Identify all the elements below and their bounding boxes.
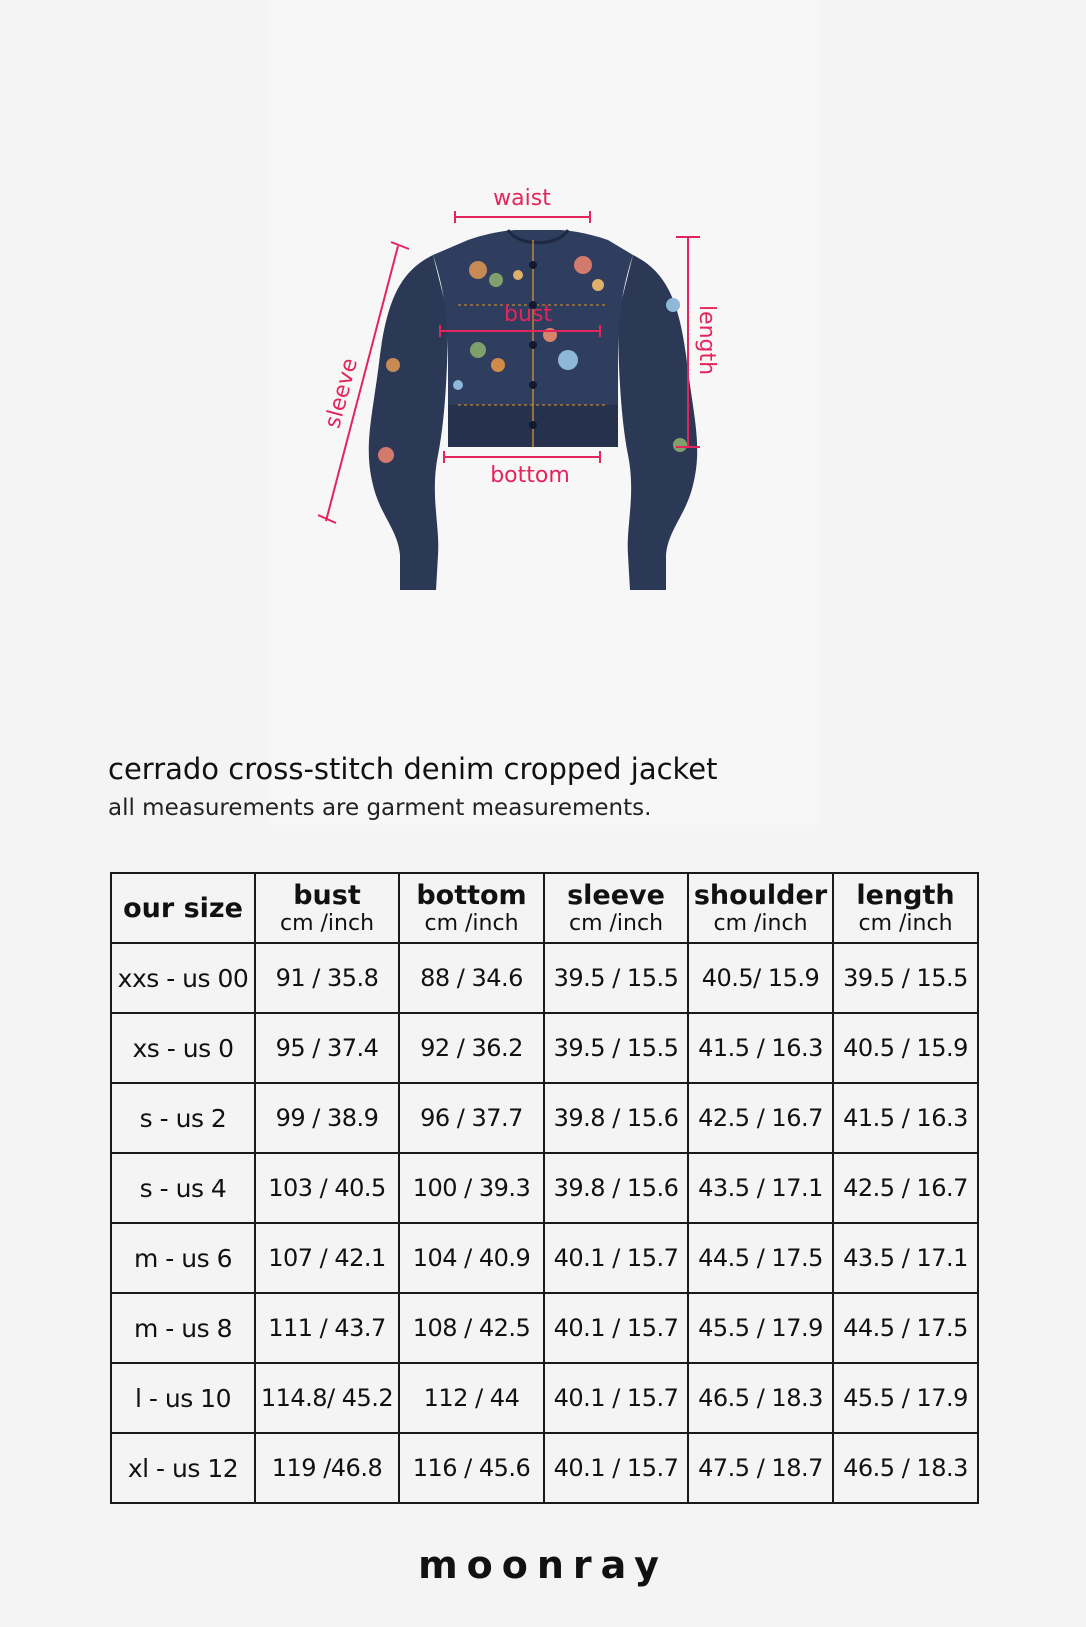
sleeve-cell: 39.5 / 15.5 <box>544 943 688 1013</box>
bust-cell: 99 / 38.9 <box>255 1083 399 1153</box>
header-bottom-unit: cm /inch <box>424 911 519 936</box>
bust-cell: 103 / 40.5 <box>255 1153 399 1223</box>
table-row <box>111 1223 978 1293</box>
table-row <box>111 1153 978 1223</box>
length-cell: 45.5 / 17.9 <box>833 1363 978 1433</box>
jacket-diagram-svg <box>318 185 758 605</box>
bust-cell: 107 / 42.1 <box>255 1223 399 1293</box>
length-cell: 39.5 / 15.5 <box>833 943 978 1013</box>
product-title: cerrado cross-stitch denim cropped jacket <box>108 752 718 786</box>
size-cell: xxs - us 00 <box>111 943 255 1013</box>
table-row <box>111 943 978 1013</box>
brand-logo: moonray <box>418 1543 668 1587</box>
sleeve-cell: 40.1 / 15.7 <box>544 1363 688 1433</box>
header-sleeve-unit: cm /inch <box>568 911 664 936</box>
sleeve-cell: 40.1 / 15.7 <box>544 1433 688 1503</box>
bottom-label: bottom <box>490 463 570 488</box>
product-subtitle: all measurements are garment measurements. <box>108 795 652 821</box>
size-cell: l - us 10 <box>111 1363 255 1433</box>
size-cell: s - us 2 <box>111 1083 255 1153</box>
size-chart-table <box>110 872 979 1504</box>
bust-cell: 114.8/ 45.2 <box>255 1363 399 1433</box>
header-bust <box>255 873 399 943</box>
right-sleeve <box>618 255 697 590</box>
size-cell: m - us 6 <box>111 1223 255 1293</box>
header-length-unit: cm /inch <box>858 911 953 936</box>
shoulder-cell: 42.5 / 16.7 <box>688 1083 833 1153</box>
table-row <box>111 1013 978 1083</box>
size-cell: m - us 8 <box>111 1293 255 1363</box>
header-shoulder-unit: cm /inch <box>713 911 808 936</box>
header-length <box>833 873 978 943</box>
header-length-label: length <box>856 880 955 911</box>
sleeve-label: sleeve <box>320 355 364 431</box>
header-bust-label: bust <box>293 880 361 911</box>
jacket-measurement-diagram <box>318 185 758 605</box>
shoulder-cell: 45.5 / 17.9 <box>688 1293 833 1363</box>
table-row <box>111 1293 978 1363</box>
header-bottom-label: bottom <box>416 880 527 911</box>
header-sleeve-label: sleeve <box>567 880 665 911</box>
table-row <box>111 1363 978 1433</box>
length-cell: 46.5 / 18.3 <box>833 1433 978 1503</box>
shoulder-cell: 46.5 / 18.3 <box>688 1363 833 1433</box>
sleeve-cell: 39.5 / 15.5 <box>544 1013 688 1083</box>
left-sleeve <box>369 255 448 590</box>
header-shoulder <box>688 873 833 943</box>
bottom-cell: 116 / 45.6 <box>399 1433 544 1503</box>
waist-label: waist <box>493 186 551 211</box>
table-row <box>111 1083 978 1153</box>
length-cell: 41.5 / 16.3 <box>833 1083 978 1153</box>
sleeve-cell: 39.8 / 15.6 <box>544 1153 688 1223</box>
size-cell: xl - us 12 <box>111 1433 255 1503</box>
length-cell: 42.5 / 16.7 <box>833 1153 978 1223</box>
header-our-size: our size <box>111 873 255 943</box>
header-sleeve <box>544 873 688 943</box>
length-cell: 44.5 / 17.5 <box>833 1293 978 1363</box>
sleeve-cell: 40.1 / 15.7 <box>544 1293 688 1363</box>
shoulder-cell: 47.5 / 18.7 <box>688 1433 833 1503</box>
bottom-cell: 108 / 42.5 <box>399 1293 544 1363</box>
sleeve-cell: 40.1 / 15.7 <box>544 1223 688 1293</box>
header-bust-unit: cm /inch <box>279 911 375 936</box>
bottom-cell: 96 / 37.7 <box>399 1083 544 1153</box>
shoulder-cell: 41.5 / 16.3 <box>688 1013 833 1083</box>
bust-cell: 95 / 37.4 <box>255 1013 399 1083</box>
header-shoulder-label: shoulder <box>693 880 828 911</box>
bottom-cell: 100 / 39.3 <box>399 1153 544 1223</box>
bust-cell: 111 / 43.7 <box>255 1293 399 1363</box>
bust-cell: 91 / 35.8 <box>255 943 399 1013</box>
size-cell: s - us 4 <box>111 1153 255 1223</box>
shoulder-cell: 43.5 / 17.1 <box>688 1153 833 1223</box>
table-header-row <box>111 873 978 943</box>
shoulder-cell: 44.5 / 17.5 <box>688 1223 833 1293</box>
bottom-cell: 88 / 34.6 <box>399 943 544 1013</box>
bottom-cell: 92 / 36.2 <box>399 1013 544 1083</box>
bottom-cell: 112 / 44 <box>399 1363 544 1433</box>
waist-measure-line <box>455 211 590 223</box>
header-bottom <box>399 873 544 943</box>
length-cell: 43.5 / 17.1 <box>833 1223 978 1293</box>
bust-label: bust <box>504 302 552 327</box>
bottom-measure-line <box>444 451 600 463</box>
sleeve-cell: 39.8 / 15.6 <box>544 1083 688 1153</box>
bottom-cell: 104 / 40.9 <box>399 1223 544 1293</box>
length-label: length <box>694 304 719 376</box>
bust-cell: 119 /46.8 <box>255 1433 399 1503</box>
size-cell: xs - us 0 <box>111 1013 255 1083</box>
table-row <box>111 1433 978 1503</box>
shoulder-cell: 40.5/ 15.9 <box>688 943 833 1013</box>
length-cell: 40.5 / 15.9 <box>833 1013 978 1083</box>
